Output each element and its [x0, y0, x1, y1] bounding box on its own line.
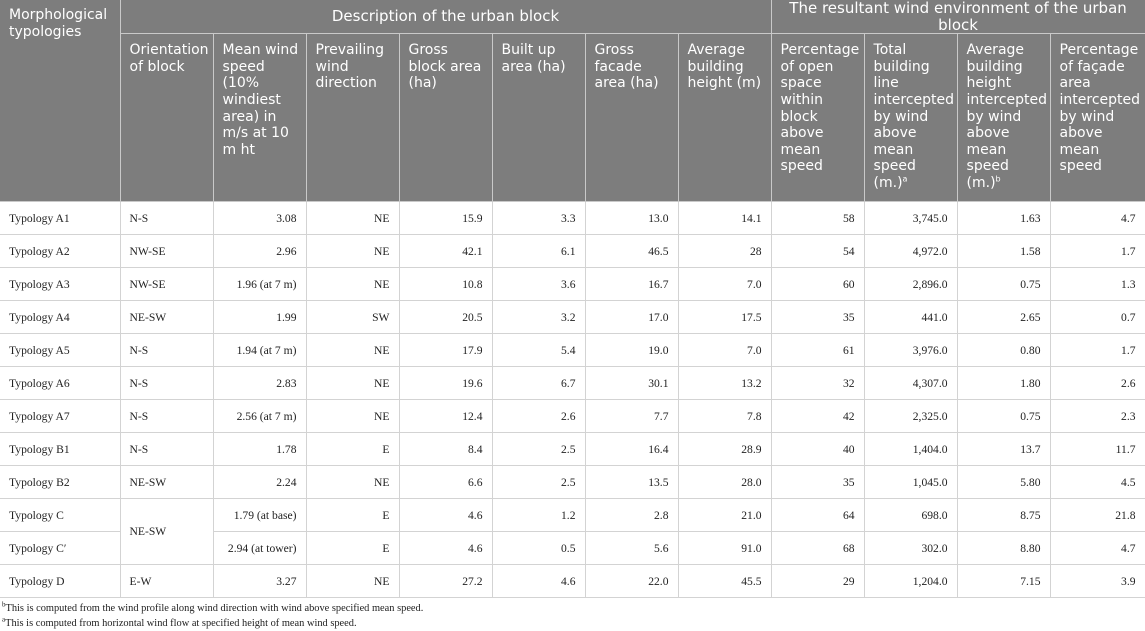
built-up-area-cell: 6.1 [492, 235, 585, 268]
orientation-cell: N-S [120, 367, 213, 400]
facade-percentage-cell: 4.7 [1050, 532, 1145, 565]
table-body [0, 202, 1145, 598]
average-height-cell: 28 [678, 235, 771, 268]
open-space-percentage-cell: 35 [771, 466, 864, 499]
typology-name: Typology D [0, 565, 120, 598]
column-header [678, 34, 771, 202]
header-column-row [0, 34, 1145, 202]
header-group-row [0, 0, 1145, 34]
open-space-percentage-cell: 54 [771, 235, 864, 268]
building-line-cell: 4,972.0 [864, 235, 957, 268]
wind-direction-cell: E [306, 433, 399, 466]
building-line-cell: 3,976.0 [864, 334, 957, 367]
footnote-marker: a [902, 174, 908, 184]
open-space-percentage-cell: 35 [771, 301, 864, 334]
mean-wind-speed-cell: 2.96 [213, 235, 306, 268]
typology-name: Typology A4 [0, 301, 120, 334]
column-header-text: Average building height (m) [687, 42, 762, 92]
column-header [957, 34, 1050, 202]
building-line-cell: 302.0 [864, 532, 957, 565]
intercepted-height-cell: 1.58 [957, 235, 1050, 268]
gross-facade-area-cell: 13.5 [585, 466, 678, 499]
typology-name: Typology A2 [0, 235, 120, 268]
facade-percentage-cell: 2.6 [1050, 367, 1145, 400]
building-line-cell: 1,404.0 [864, 433, 957, 466]
open-space-percentage-cell: 58 [771, 202, 864, 235]
orientation-cell: NW-SE [120, 268, 213, 301]
intercepted-height-cell: 2.65 [957, 301, 1050, 334]
gross-block-area-cell: 4.6 [399, 499, 492, 532]
intercepted-height-cell: 8.75 [957, 499, 1050, 532]
open-space-percentage-cell: 32 [771, 367, 864, 400]
typology-name: Typology A3 [0, 268, 120, 301]
intercepted-height-cell: 8.80 [957, 532, 1050, 565]
mean-wind-speed-cell: 2.56 (at 7 m) [213, 400, 306, 433]
average-height-cell: 7.8 [678, 400, 771, 433]
building-line-cell: 2,325.0 [864, 400, 957, 433]
mean-wind-speed-cell: 1.78 [213, 433, 306, 466]
table-row [0, 466, 1145, 499]
mean-wind-speed-cell: 3.27 [213, 565, 306, 598]
intercepted-height-cell: 0.75 [957, 268, 1050, 301]
intercepted-height-cell: 13.7 [957, 433, 1050, 466]
footnote-text: This is computed from horizontal wind flow at specified height of mean wind speed. [5, 618, 357, 629]
column-header [585, 34, 678, 202]
column-header [120, 34, 213, 202]
facade-percentage-cell: 1.7 [1050, 235, 1145, 268]
intercepted-height-cell: 0.80 [957, 334, 1050, 367]
typology-name: Typology A7 [0, 400, 120, 433]
gross-facade-area-cell: 46.5 [585, 235, 678, 268]
average-height-cell: 21.0 [678, 499, 771, 532]
wind-direction-cell: NE [306, 466, 399, 499]
built-up-area-cell: 3.2 [492, 301, 585, 334]
facade-percentage-cell: 4.7 [1050, 202, 1145, 235]
orientation-cell: N-S [120, 334, 213, 367]
built-up-area-cell: 0.5 [492, 532, 585, 565]
mean-wind-speed-cell: 1.99 [213, 301, 306, 334]
building-line-cell: 2,896.0 [864, 268, 957, 301]
average-height-cell: 7.0 [678, 334, 771, 367]
footnote [2, 601, 423, 616]
typology-name: Typology C [0, 499, 120, 532]
wind-direction-cell: NE [306, 565, 399, 598]
intercepted-height-cell: 7.15 [957, 565, 1050, 598]
mean-wind-speed-cell: 1.94 (at 7 m) [213, 334, 306, 367]
column-header-text: Prevailing wind direction [315, 42, 385, 92]
open-space-percentage-cell: 42 [771, 400, 864, 433]
wind-direction-cell: NE [306, 235, 399, 268]
building-line-cell: 3,745.0 [864, 202, 957, 235]
gross-facade-area-cell: 5.6 [585, 532, 678, 565]
intercepted-height-cell: 1.63 [957, 202, 1050, 235]
typology-name: Typology B2 [0, 466, 120, 499]
typology-name: Typology A1 [0, 202, 120, 235]
orientation-cell: N-S [120, 433, 213, 466]
gross-block-area-cell: 12.4 [399, 400, 492, 433]
built-up-area-cell: 2.5 [492, 433, 585, 466]
table-row [0, 301, 1145, 334]
open-space-percentage-cell: 68 [771, 532, 864, 565]
column-header [399, 34, 492, 202]
gross-block-area-cell: 8.4 [399, 433, 492, 466]
wind-direction-cell: SW [306, 301, 399, 334]
built-up-area-cell: 5.4 [492, 334, 585, 367]
facade-percentage-cell: 0.7 [1050, 301, 1145, 334]
wind-direction-cell: E [306, 499, 399, 532]
open-space-percentage-cell: 29 [771, 565, 864, 598]
building-line-cell: 1,045.0 [864, 466, 957, 499]
footnote [2, 616, 423, 631]
open-space-percentage-cell: 40 [771, 433, 864, 466]
orientation-cell: E-W [120, 565, 213, 598]
intercepted-height-cell: 1.80 [957, 367, 1050, 400]
built-up-area-cell: 4.6 [492, 565, 585, 598]
column-header [492, 34, 585, 202]
gross-block-area-cell: 27.2 [399, 565, 492, 598]
building-line-cell: 4,307.0 [864, 367, 957, 400]
built-up-area-cell: 3.3 [492, 202, 585, 235]
header-morphological-typologies: Morphological typologies [0, 0, 120, 202]
gross-facade-area-cell: 16.7 [585, 268, 678, 301]
building-line-cell: 698.0 [864, 499, 957, 532]
facade-percentage-cell: 2.3 [1050, 400, 1145, 433]
facade-percentage-cell: 4.5 [1050, 466, 1145, 499]
gross-facade-area-cell: 2.8 [585, 499, 678, 532]
orientation-cell: N-S [120, 202, 213, 235]
orientation-cell: NE-SW [120, 499, 213, 565]
wind-direction-cell: NE [306, 367, 399, 400]
header-group-description: Description of the urban block [120, 0, 771, 34]
typology-name: Typology B1 [0, 433, 120, 466]
typology-name: Typology A5 [0, 334, 120, 367]
built-up-area-cell: 6.7 [492, 367, 585, 400]
footnote-marker: a [2, 615, 6, 624]
average-height-cell: 28.9 [678, 433, 771, 466]
gross-facade-area-cell: 30.1 [585, 367, 678, 400]
mean-wind-speed-cell: 1.79 (at base) [213, 499, 306, 532]
average-height-cell: 17.5 [678, 301, 771, 334]
building-line-cell: 441.0 [864, 301, 957, 334]
column-header-text: Built up area (ha) [501, 42, 566, 75]
mean-wind-speed-cell: 2.24 [213, 466, 306, 499]
open-space-percentage-cell: 64 [771, 499, 864, 532]
built-up-area-cell: 3.6 [492, 268, 585, 301]
orientation-cell: NE-SW [120, 466, 213, 499]
column-header [1050, 34, 1145, 202]
facade-percentage-cell: 1.3 [1050, 268, 1145, 301]
gross-block-area-cell: 15.9 [399, 202, 492, 235]
gross-facade-area-cell: 19.0 [585, 334, 678, 367]
built-up-area-cell: 1.2 [492, 499, 585, 532]
facade-percentage-cell: 21.8 [1050, 499, 1145, 532]
table-row [0, 565, 1145, 598]
column-header-text: Percentage of open space within block above mean speed [780, 42, 860, 175]
facade-percentage-cell: 1.7 [1050, 334, 1145, 367]
table-row [0, 400, 1145, 433]
column-header [306, 34, 399, 202]
mean-wind-speed-cell: 2.94 (at tower) [213, 532, 306, 565]
column-header-text: Total building line intercepted by wind above mean speed (m.) [873, 42, 955, 191]
orientation-cell: NE-SW [120, 301, 213, 334]
wind-direction-cell: NE [306, 334, 399, 367]
average-height-cell: 14.1 [678, 202, 771, 235]
wind-direction-cell: NE [306, 400, 399, 433]
table-row [0, 268, 1145, 301]
average-height-cell: 91.0 [678, 532, 771, 565]
gross-facade-area-cell: 7.7 [585, 400, 678, 433]
facade-percentage-cell: 11.7 [1050, 433, 1145, 466]
mean-wind-speed-cell: 2.83 [213, 367, 306, 400]
header-group-wind-environment: The resultant wind environment of the urban block [771, 0, 1145, 34]
gross-facade-area-cell: 13.0 [585, 202, 678, 235]
column-header-text: Gross block area (ha) [408, 42, 482, 92]
column-header-text: Orientation of block [129, 42, 209, 75]
gross-block-area-cell: 17.9 [399, 334, 492, 367]
gross-block-area-cell: 6.6 [399, 466, 492, 499]
mean-wind-speed-cell: 3.08 [213, 202, 306, 235]
average-height-cell: 7.0 [678, 268, 771, 301]
column-header-text: Percentage of façade area intercepted by wind above mean speed [1059, 42, 1141, 175]
orientation-cell: NW-SE [120, 235, 213, 268]
wind-direction-cell: E [306, 532, 399, 565]
wind-direction-cell: NE [306, 268, 399, 301]
table-row [0, 235, 1145, 268]
column-header [213, 34, 306, 202]
built-up-area-cell: 2.6 [492, 400, 585, 433]
footnote-marker: b [2, 600, 6, 609]
mean-wind-speed-cell: 1.96 (at 7 m) [213, 268, 306, 301]
facade-percentage-cell: 3.9 [1050, 565, 1145, 598]
wind-direction-cell: NE [306, 202, 399, 235]
typology-name: Typology A6 [0, 367, 120, 400]
gross-block-area-cell: 19.6 [399, 367, 492, 400]
average-height-cell: 28.0 [678, 466, 771, 499]
building-line-cell: 1,204.0 [864, 565, 957, 598]
gross-block-area-cell: 10.8 [399, 268, 492, 301]
average-height-cell: 13.2 [678, 367, 771, 400]
table-row [0, 367, 1145, 400]
open-space-percentage-cell: 60 [771, 268, 864, 301]
table-row [0, 499, 1145, 532]
intercepted-height-cell: 0.75 [957, 400, 1050, 433]
column-header-text: Average building height intercepted by wind above mean speed (m.) [966, 42, 1048, 191]
gross-facade-area-cell: 16.4 [585, 433, 678, 466]
column-header [771, 34, 864, 202]
column-header-text: Gross facade area (ha) [594, 42, 659, 92]
built-up-area-cell: 2.5 [492, 466, 585, 499]
table-row [0, 334, 1145, 367]
footnote-text: This is computed from the wind profile along wind direction with wind above specified mean speed. [5, 603, 424, 614]
gross-block-area-cell: 20.5 [399, 301, 492, 334]
gross-block-area-cell: 42.1 [399, 235, 492, 268]
gross-facade-area-cell: 17.0 [585, 301, 678, 334]
intercepted-height-cell: 5.80 [957, 466, 1050, 499]
column-header-text: Mean wind speed (10% windiest area) in m/s at 10 m ht [222, 42, 299, 158]
column-header [864, 34, 957, 202]
gross-facade-area-cell: 22.0 [585, 565, 678, 598]
footnote-marker: b [995, 174, 1001, 184]
gross-block-area-cell: 4.6 [399, 532, 492, 565]
open-space-percentage-cell: 61 [771, 334, 864, 367]
typology-name: Typology C′ [0, 532, 120, 565]
table-row [0, 433, 1145, 466]
average-height-cell: 45.5 [678, 565, 771, 598]
orientation-cell: N-S [120, 400, 213, 433]
table-footnotes [2, 601, 423, 631]
table-row [0, 202, 1145, 235]
